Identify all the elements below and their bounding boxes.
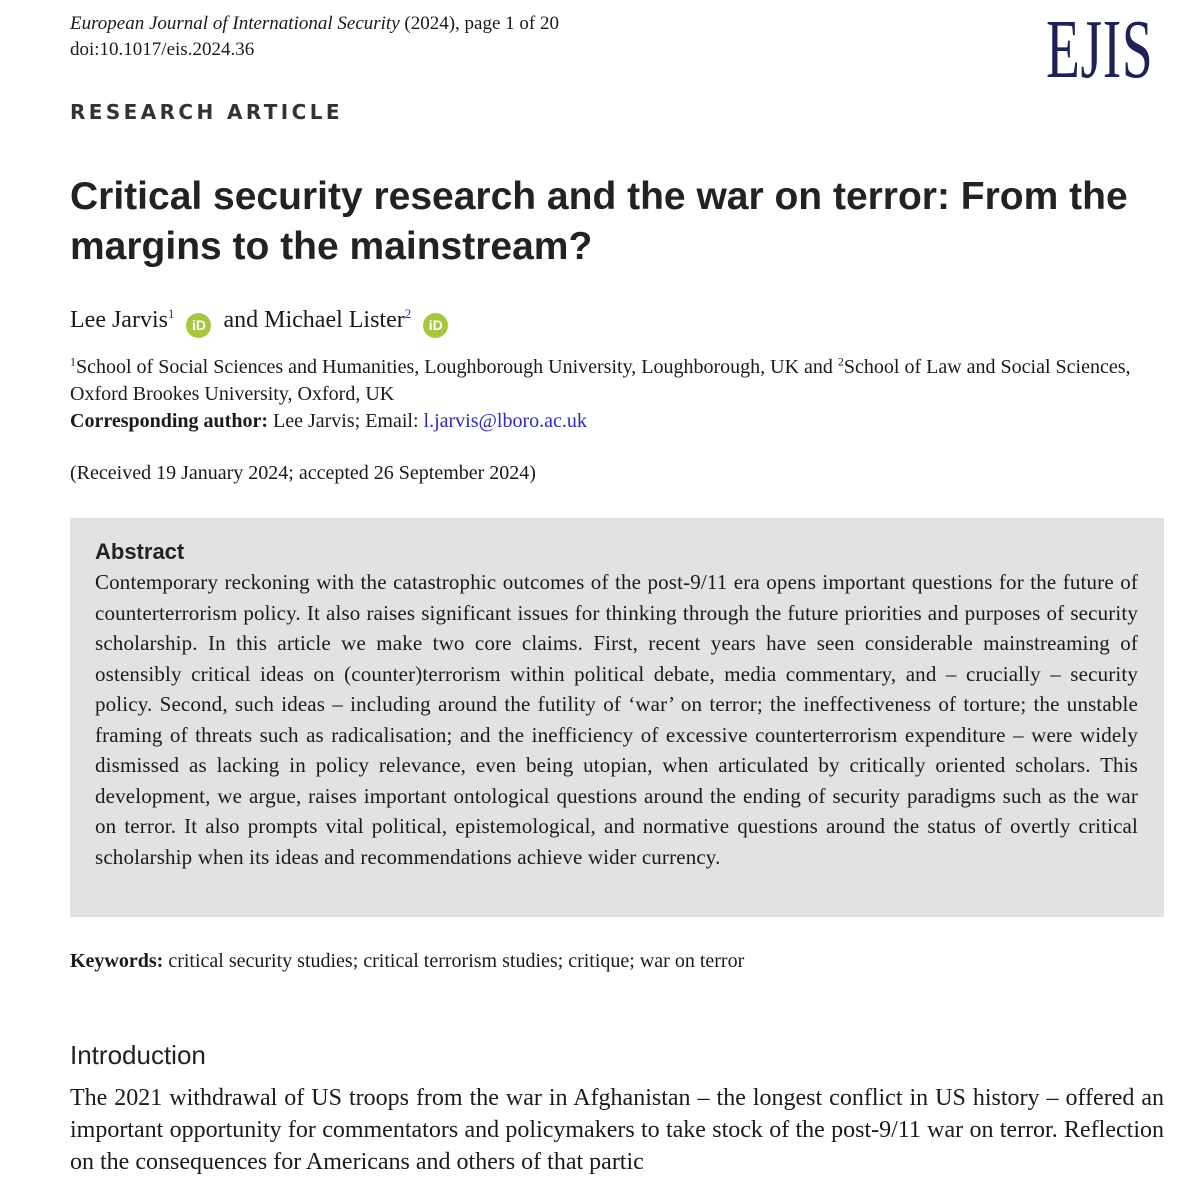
affiliation-text: School of Social Sciences and Humanities, Loughborough University, Loughborough, UK and [76, 356, 838, 378]
corresponding-label: Corresponding author: [70, 410, 268, 432]
affiliation-number: 1 [70, 354, 76, 369]
doi: doi:10.1017/eis.2024.36 [70, 39, 255, 60]
keywords-label: Keywords: [70, 950, 164, 972]
affiliation-number: 2 [837, 354, 844, 369]
author-name: Michael Lister [264, 307, 405, 333]
affiliation-marker[interactable]: 2 [404, 306, 412, 321]
author-connector: and [223, 307, 259, 333]
abstract-heading: Abstract [95, 539, 185, 564]
journal-details: (2024), page 1 of 20 [399, 13, 559, 34]
affiliations [70, 354, 1160, 408]
corresponding-author [70, 408, 587, 435]
introduction-heading: Introduction [70, 1040, 206, 1070]
journal-name: European Journal of International Security [70, 13, 400, 34]
journal-logo: EJIS [1046, 3, 1154, 96]
corresponding-text: Lee Jarvis; Email: [268, 410, 424, 432]
orcid-icon[interactable]: iD [186, 313, 211, 338]
email-link[interactable]: l.jarvis@lboro.ac.uk [423, 410, 587, 432]
introduction-text: The 2021 withdrawal of US troops from the war in Afghanistan – the longest conflict in US history – offered an important opportunity for commentators and policymakers to take stock of the post-9/11 war on terror. Reflection on the consequences for Americans and others of that partic [70, 1085, 1164, 1175]
received-dates: (Received 19 January 2024; accepted 26 September 2024) [70, 462, 536, 484]
keywords-text: critical security studies; critical terrorism studies; critique; war on terror [163, 950, 745, 972]
author-name: Lee Jarvis [70, 307, 168, 333]
affiliation-text: School of Law and Social Sciences, Oxford Brookes University, Oxford, UK [70, 356, 1131, 405]
keywords [70, 948, 744, 975]
author-list [70, 305, 454, 338]
article-title: Critical security research and the war on terror: From the margins to the mainstream? [70, 175, 1128, 268]
abstract-text: Contemporary reckoning with the catastrophic outcomes of the post-9/11 era opens important questions for the future of counterterrorism policy. It also raises significant issues for thinking through the future priorities and purposes of security scholarship. In this article we make two core claims. First, recent years have seen considerable mainstreaming of ostensibly critical ideas on (counter)terrorism within political debate, media commentary, and – crucially – security policy. Second, such ideas – including around the futility of ‘war’ on terror; the ineffectiveness of torture; the unstable framing of threats such as radicalisation; and the inefficiency of excessive counterterrorism expenditure – were widely dismissed as lacking in policy relevance, even being utopian, when articulated by critically oriented scholars. This development, we argue, raises important ontological questions around the ending of security paradigms such as the war on terror. It also prompts vital political, epistemological, and normative questions around the status of overtly critical scholarship when its ideas and recommendations achieve wider currency. [95, 570, 1138, 869]
abstract-box [70, 518, 1164, 917]
orcid-icon[interactable]: iD [423, 313, 448, 338]
affiliation-marker[interactable]: 1 [167, 306, 175, 321]
article-type-label: RESEARCH ARTICLE [70, 100, 343, 124]
journal-citation [70, 12, 559, 36]
